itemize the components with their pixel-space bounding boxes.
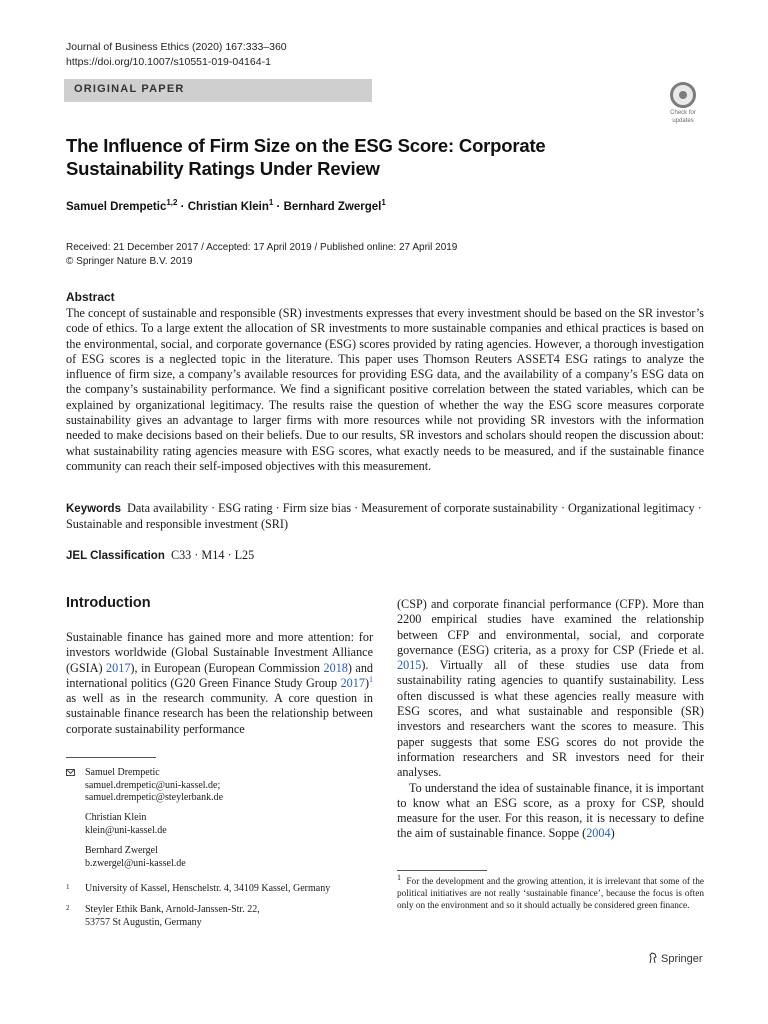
citation-link[interactable]: 2004 bbox=[586, 826, 611, 841]
contact-email[interactable]: klein@uni-kassel.de bbox=[85, 824, 167, 836]
journal-citation: Journal of Business Ethics (2020) 167:333–360 bbox=[66, 41, 287, 53]
body-text: To understand the idea of sustainable finance, it is important to know what an ESG score, as a proxy for CSP, should measure for the user. For this reason, it is necessary to define the aim of sustainable finance. Soppe ( bbox=[397, 780, 704, 841]
keywords-text: Data availability · ESG rating · Firm size bias · Measurement of corporate sustainability · Organizational legitimacy · Sustainable and responsible investment (SRI) bbox=[66, 501, 702, 532]
affiliation-line: 53757 St Augustin, Germany bbox=[85, 916, 202, 928]
contact-email[interactable]: samuel.drempetic@steylerbank.de bbox=[85, 792, 224, 803]
body-text: ) bbox=[610, 826, 615, 841]
body-text: (CSP) and corporate financial performance (CFP). More than 2200 empirical studies have examined the relationship between CFP and environmental, social, and corporate governance (ESG) criteria, as a proxy for CSP (Friede et al. bbox=[397, 597, 704, 657]
author-list bbox=[66, 198, 386, 213]
author-name[interactable]: Christian Klein bbox=[187, 201, 269, 213]
author-affiliation-marker: 1 bbox=[381, 198, 386, 208]
footnote-marker[interactable]: 1 bbox=[369, 674, 373, 684]
badge-line1: Check for bbox=[670, 110, 696, 116]
body-text: ), in European (European Commission bbox=[130, 660, 324, 675]
contact-entry bbox=[85, 845, 186, 870]
envelope-icon bbox=[66, 769, 75, 776]
copyright-notice: © Springer Nature B.V. 2019 bbox=[66, 256, 193, 267]
contact-entry bbox=[85, 812, 167, 837]
author-affiliation-marker: 1 bbox=[268, 198, 274, 208]
publisher-logo bbox=[648, 952, 703, 965]
contact-name: Bernhard Zwergel bbox=[85, 845, 158, 856]
affiliation-number: 1 bbox=[66, 883, 70, 891]
journal-info bbox=[66, 40, 287, 70]
contact-name: Christian Klein bbox=[85, 812, 147, 823]
affiliation-text bbox=[85, 904, 260, 929]
citation-link[interactable]: 2018 bbox=[323, 660, 348, 675]
citation-link[interactable]: 2017 bbox=[340, 675, 365, 690]
footnote-text: For the development and the growing attention, it is irrelevant that some of the political initiatives are not really ‘sustainable finance’, because the focus is often only on the environment and so it should actually be considered green finance. bbox=[397, 877, 704, 911]
body-column-right bbox=[397, 597, 704, 842]
author-name[interactable]: Samuel Drempetic bbox=[66, 201, 167, 213]
affiliation-number: 2 bbox=[66, 904, 70, 912]
citation-link[interactable]: 2017 bbox=[106, 660, 131, 675]
paragraph bbox=[397, 597, 704, 781]
keywords-label: Keywords bbox=[66, 503, 121, 515]
publisher-name: Springer bbox=[661, 953, 703, 965]
author-name[interactable]: Bernhard Zwergel bbox=[283, 201, 382, 213]
abstract-text: The concept of sustainable and responsible (SR) investments expresses that every investment should be based on the SR investor’s code of ethics. To a large extent the allocation of SR investments to more sustainable companies and ethical practices is based on the environmental, social, and corporate governance (ESG) scores provided by rating agencies. However, a thorough investigation of ESG scores is a neglected topic in the literature. This paper uses Thomson Reuters ASSET4 ESG ratings to analyze the influence of firm size, a company’s available resources for providing ESG data, and the availability of a company’s ESG data on the company’s sustainability performance. We find a significant positive correlation between the stated variables, which can be explained by organizational legitimacy. The results raise the question of whether the way the ESG score measures corporate sustainability gives an advantage to larger firms with more resources while not providing SR investors with the information needed to make decisions based on their beliefs. Due to our results, SR investors and scholars should reopen the discussion about: what sustainability rating agencies measure with ESG scores, what exactly needs to be measured, and if the sustainable finance community can reach their self-imposed objectives with this measurement. bbox=[66, 306, 704, 473]
contact-name: Samuel Drempetic bbox=[85, 767, 160, 778]
affiliation-line: Steyler Ethik Bank, Arnold-Janssen-Str. 22, bbox=[85, 904, 260, 915]
paragraph bbox=[397, 781, 704, 842]
contact-entry bbox=[85, 767, 223, 805]
abstract-heading: Abstract bbox=[66, 290, 115, 304]
jel-classification bbox=[66, 548, 254, 563]
affiliation-text: University of Kassel, Henschelstr. 4, 34109 Kassel, Germany bbox=[85, 883, 331, 894]
springer-horse-icon bbox=[648, 952, 658, 964]
contact-email[interactable]: b.zwergel@uni-kassel.de bbox=[85, 857, 186, 869]
jel-label: JEL Classification bbox=[66, 550, 165, 562]
body-text: Sustainable finance has gained more and more attention: for investors worldwide (Global Sustainable Investment Alliance (GSIA) bbox=[66, 630, 373, 675]
check-for-updates-badge[interactable] bbox=[662, 82, 704, 124]
paper-title: The Influence of Firm Size on the ESG Score: Corporate Sustainability Ratings Under Review bbox=[66, 135, 546, 179]
article-type-banner bbox=[64, 79, 372, 102]
update-check-icon bbox=[670, 82, 696, 108]
author-separator: · bbox=[273, 201, 284, 213]
body-column-left: Sustainable finance has gained more and more attention: for investors worldwide (Global Sustainable Investment Alliance (GSIA) 2017), in European (European Commission 2018) and international politics (G20 Green Finance Study Group 2017)$^1$ as well as in the research community. A core question in sustainable finance research has been the relationship between corporate sustainability performance bbox=[66, 630, 374, 736]
keywords bbox=[66, 501, 704, 533]
history-dates: Received: 21 December 2017 / Accepted: 17 April 2019 / Published online: 27 April 2019 bbox=[66, 242, 458, 253]
article-type-label: ORIGINAL PAPER bbox=[74, 83, 185, 95]
publication-dates bbox=[66, 241, 457, 269]
contact-email[interactable]: samuel.drempetic@uni-kassel.de; bbox=[85, 779, 221, 791]
body-text: as well as in the research community. A core question in sustainable finance research has been the relationship between corporate sustainability performance bbox=[66, 691, 373, 736]
footnote-divider bbox=[66, 757, 156, 758]
author-affiliation-marker: 1,2 bbox=[166, 198, 178, 208]
footnote-number: 1 bbox=[397, 872, 401, 882]
doi-link[interactable]: https://doi.org/10.1007/s10551-019-04164-1 bbox=[66, 56, 271, 68]
citation-link[interactable]: 2015 bbox=[397, 658, 422, 673]
section-heading-introduction: Introduction bbox=[66, 595, 151, 611]
footnote-divider bbox=[397, 870, 487, 871]
author-separator: · bbox=[177, 201, 188, 213]
badge-line2: updates bbox=[672, 118, 694, 124]
body-text: ). Virtually all of these studies use data from sustainability rating agencies to quantify sustainability. Less often discussed is what these agencies really measure with ESG scores, and what sustainable and responsible (SR) investors and researchers want the scores to measure. This paper suggests that some ESG scores do not provide the information researchers and SR investors need for their analyses. bbox=[397, 658, 704, 780]
jel-codes: C33 · M14 · L25 bbox=[170, 548, 255, 562]
footnote bbox=[397, 872, 704, 912]
body-text: ) and international politics (G20 Green Finance Study Group bbox=[66, 660, 374, 690]
